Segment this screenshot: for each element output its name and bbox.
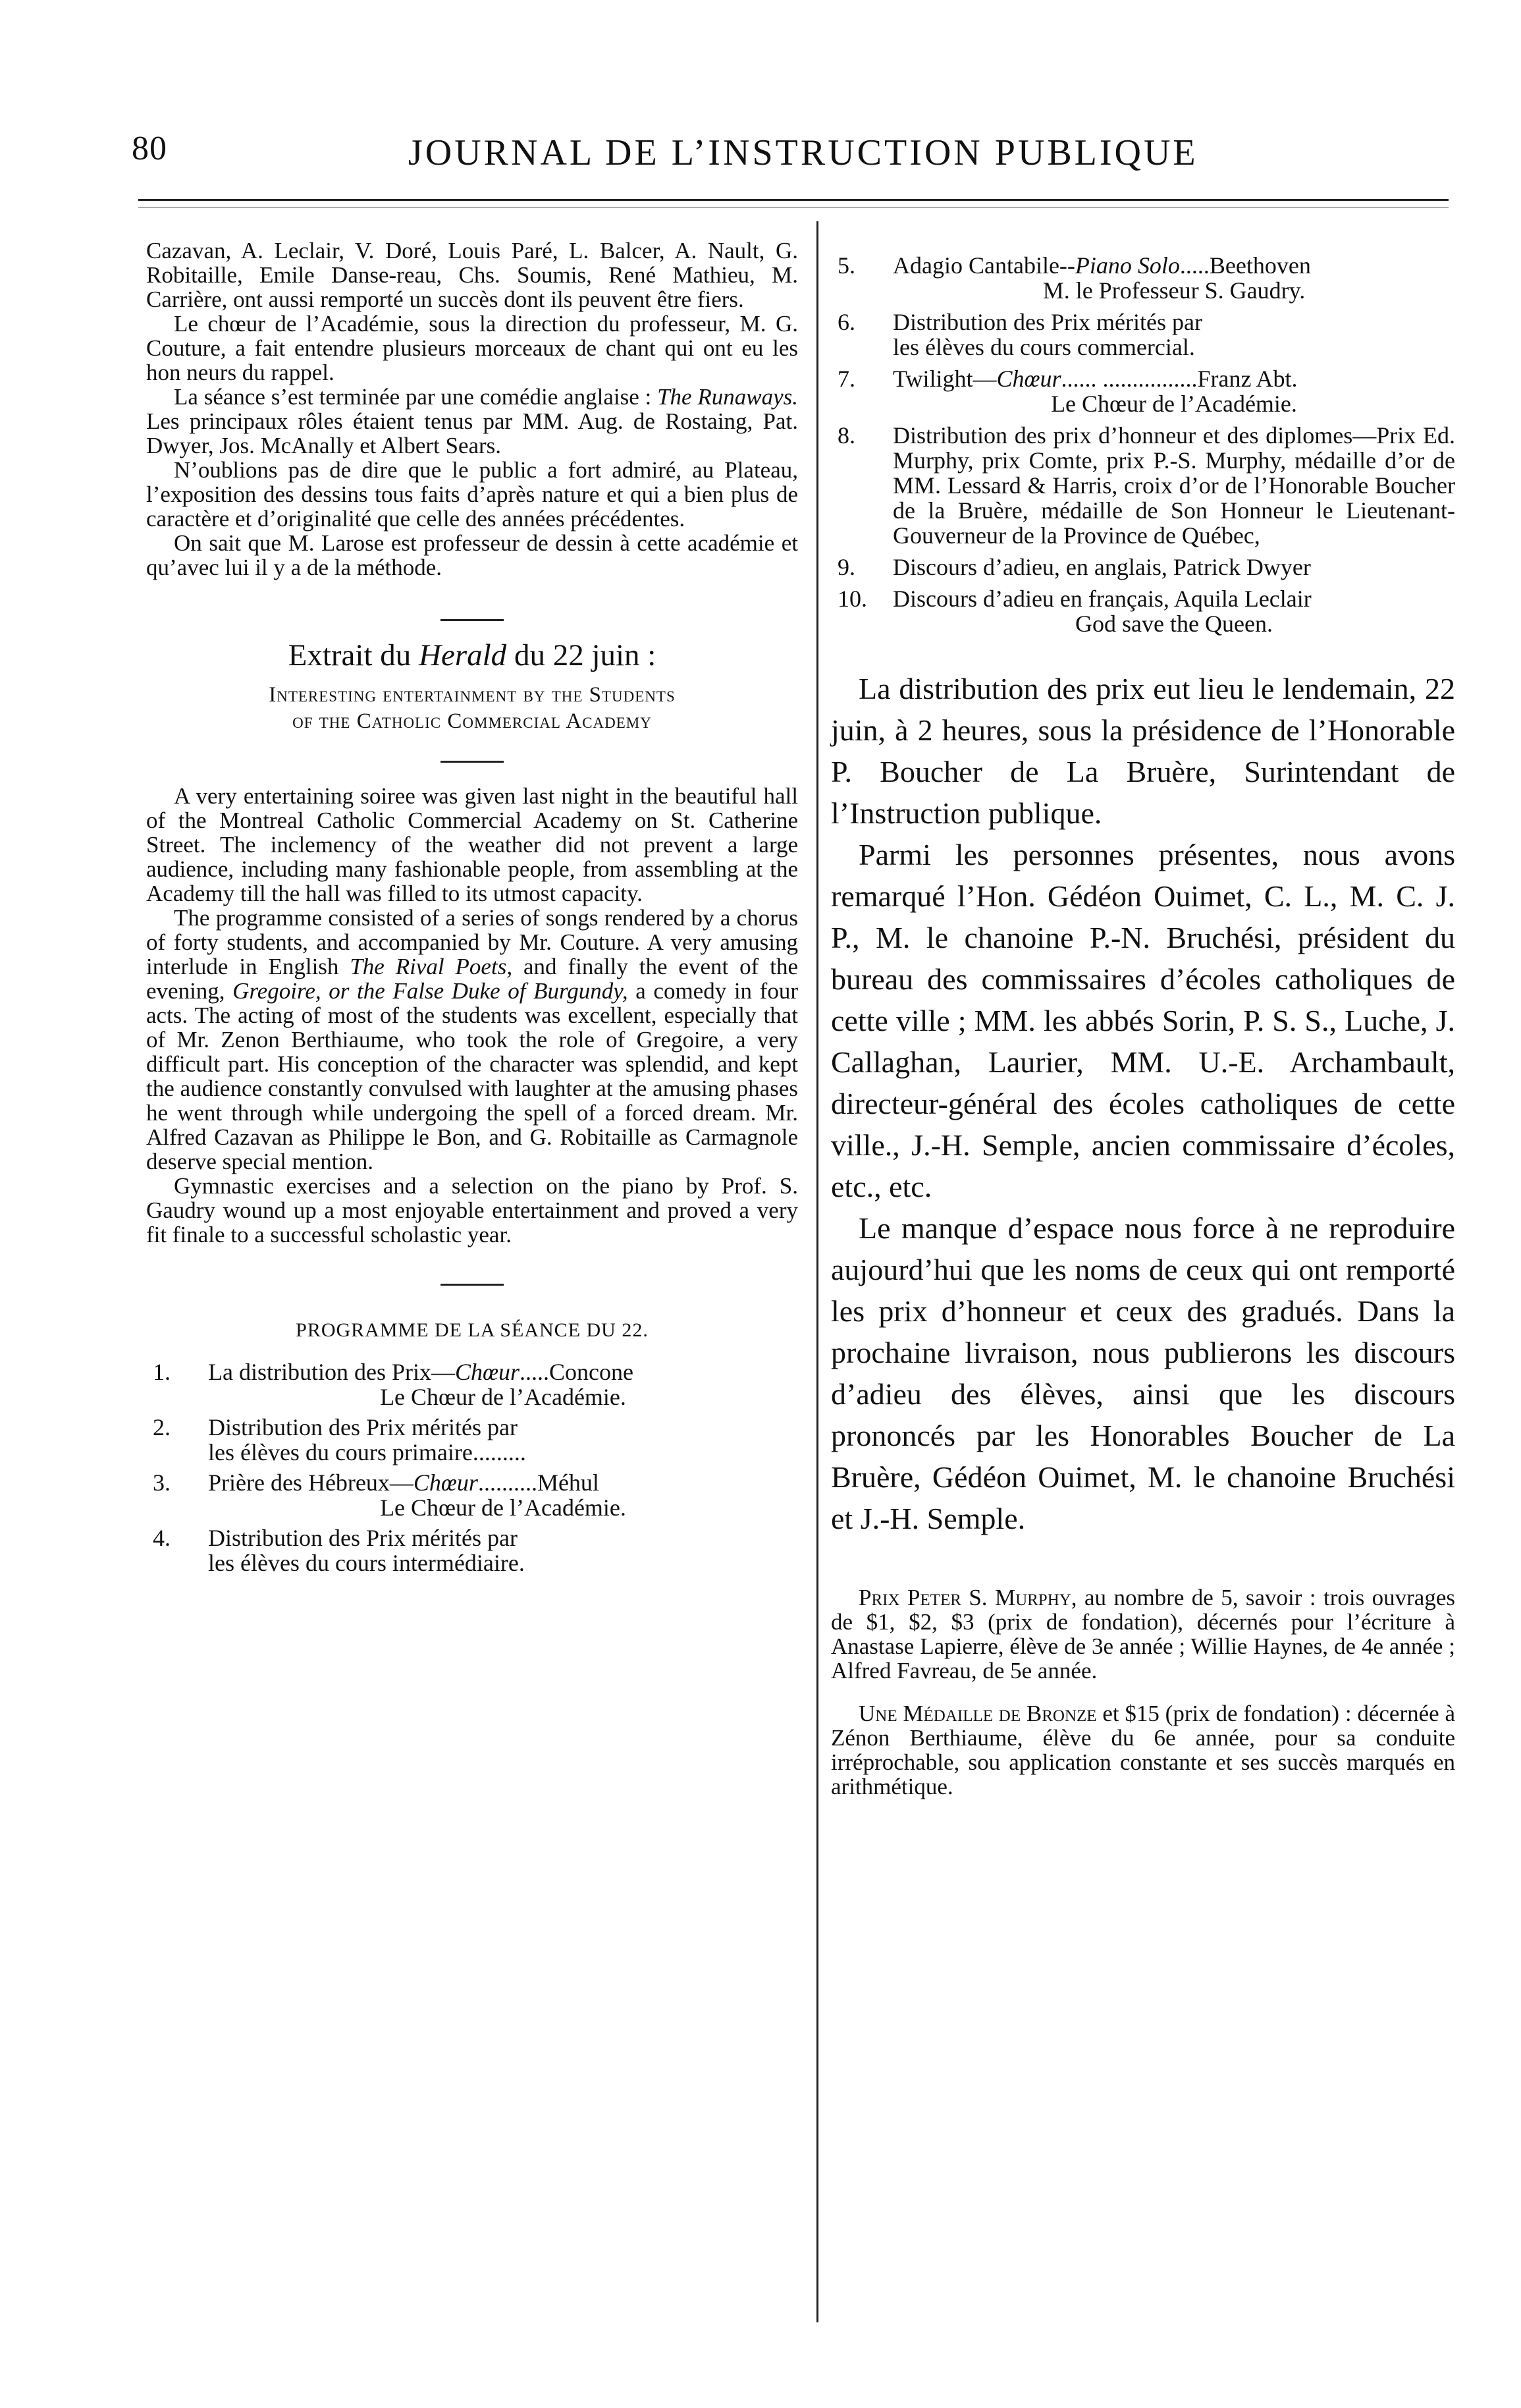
article-headline-line-2: of the Catholic Commercial Academy [292, 709, 652, 733]
programme-item-1: 1. La distribution des Prix—Chœur.....Concone Le Chœur de l’Académie. [153, 1359, 633, 1410]
prize-peter-s-murphy: Prix Peter S. Murphy, au nombre de 5, savoir : trois ouvrages de $1, $2, $3 (prix de fondation), décernés pour l’écriture à Anastase Lapierre, élève de 3e année ; Willie Haynes, de 4e année ; Alfred Favreau, de 5e année. [831, 1585, 1455, 1683]
article-headline-line-1: Interesting entertainment by the Students [269, 683, 676, 707]
programme-item-8: 8. Distribution des prix d’honneur et des diplomes—Prix Ed. Murphy, prix Comte, prix P.-S. Murphy, médaille d’or de MM. Lessard & Harris, croix d’or de l’Honorable Boucher de la Bruère, médaille de Son Honneur le Lieutenant-Gouverneur de la Province de Québec, [838, 422, 1455, 549]
programme-item-2: 2. Distribution des Prix mérités par les élèves du cours primaire......... [153, 1414, 526, 1465]
paragraph-choir: Le chœur de l’Académie, sous la direction du professeur, M. G. Couture, a fait entendre plusieurs morceaux de chant qui ont eu les hon neurs du rappel. [146, 311, 798, 385]
paragraph-exhibition: N’oublions pas de dire que le public a fort admiré, au Plateau, l’exposition des dessins tous faits d’après nature et qui a bien plus de caractère et d’originalité que celle des années précédentes. [146, 457, 798, 532]
page-number: 80 [132, 130, 167, 167]
paragraph-larose: On sait que M. Larose est professeur de dessin à cette académie et qu’avec lui il y a de la méthode. [146, 530, 798, 580]
english-paragraph-gymnastics: Gymnastic exercises and a selection on the piano by Prof. S. Gaudry wound up a most enjoyable entertainment and proved a very fit finale to a successful scholastic year. [146, 1173, 798, 1247]
left-column [146, 238, 798, 1575]
english-paragraph-soiree: A very entertaining soiree was given last night in the beautiful hall of the Montreal Catholic Commercial Academy on St. Catherine Street. The inclemency of the weather did not prevent a large audience, including many fashionable people, from assembling at the Academy till the hall was filled to its utmost capacity. [146, 783, 798, 906]
paragraph-comedy: La séance s’est terminée par une comédie anglaise : The Runaways. Les principaux rôles étaient tenus par MM. Aug. de Rostaing, Pat. Dwyer, Jos. McAnally et Albert Sears. [146, 384, 798, 458]
programme-item-4: 4. Distribution des Prix mérités par les élèves du cours intermédiaire. [153, 1525, 525, 1576]
paragraph-names-continued: Cazavan, A. Leclair, V. Doré, Louis Paré, L. Balcer, A. Nault, G. Robitaille, Emile Danse-reau, Chs. Soumis, René Mathieu, M. Carrière, ont aussi remporté un succès dont ils peuvent être fiers. [146, 238, 798, 312]
running-head-title: JOURNAL DE L’INSTRUCTION PUBLIQUE [408, 132, 1198, 173]
right-column [831, 253, 1455, 1799]
interlude-title: The Rival Poets, [350, 954, 513, 979]
play-title: The Runaways. [657, 384, 798, 410]
programme-item-10: 10. Discours d’adieu en français, Aquila Leclair God save the Queen. [838, 586, 1312, 637]
comedy-title: Gregoire, or the False Duke of Burgundy, [232, 978, 628, 1004]
paragraph-prize-distribution: La distribution des prix eut lieu le lendemain, 22 juin, à 2 heures, sous la présidence de l’Honorable P. Boucher de La Bruère, Surintendant de l’Instruction publique. [831, 672, 1455, 830]
paragraph-space-notice: Le manque d’espace nous force à ne reproduire aujourd’hui que les noms de ceux qui ont remporté les prix d’honneur et ceux des gradués. Dans la prochaine livraison, nous publierons les discours d’adieu des élèves, ainsi que les discours prononcés par les Honorables Boucher de La Bruère, Gédéon Ouimet, M. le chanoine Bruchési et J.-H. Semple. [831, 1211, 1455, 1535]
prize-bronze-medal: Une Médaille de Bronze et $15 (prix de fondation) : décernée à Zénon Berthiaume, élève du 6e année, pour sa conduite irréprochable, sou application constante et ses succès marqués en arithmétique. [831, 1701, 1456, 1799]
programme-item-5: 5. Adagio Cantabile--Piano Solo.....Beethoven M. le Professeur S. Gaudry. [838, 252, 1311, 304]
extract-heading: Extrait du Herald du 22 juin : [288, 638, 656, 672]
column-divider [816, 221, 818, 2322]
programme-item-9: 9. Discours d’adieu, en anglais, Patrick Dwyer [838, 554, 1311, 580]
extract-source: Herald [419, 638, 507, 672]
programme-item-6: 6. Distribution des Prix mérités par les élèves du cours commercial. [838, 309, 1202, 360]
paragraph-attendees: Parmi les personnes présentes, nous avons remarqué l’Hon. Gédéon Ouimet, C. L., M. C. J. P., M. le chanoine P.-N. Bruchési, président du bureau des commissaires d’écoles catholiques de cette ville ; MM. les abbés Sorin, P. S. S., Luche, J. Callaghan, Laurier, MM. U.-E. Archambault, directeur-général des écoles catholiques de cette ville., J.-H. Semple, ancien commissaire d’écoles, etc., etc. [831, 838, 1455, 1203]
english-paragraph-programme: The programme consisted of a series of songs rendered by a chorus of forty students, and accompanied by Mr. Couture. A very amusing interlude in English The Rival Poets, and finally the event of the evening, Gregoire, or the False Duke of Burgundy, a comedy in four acts. The acting of most of the students was excellent, especially that of Mr. Zenon Berthiaume, who took the role of Gregoire, a very difficult part. His conception of the character was splendid, and kept the audience constantly convulsed with laughter at the amusing phases he went through while undergoing the spell of a forced dream. Mr. Alfred Cazavan as Philippe le Bon, and G. Robitaille as Carmagnole deserve special mention. [146, 905, 798, 1174]
programme-heading: PROGRAMME DE LA SÉANCE DU 22. [296, 1319, 649, 1341]
programme-item-3: 3. Prière des Hébreux—Chœur..........Méhul Le Chœur de l’Académie. [153, 1469, 626, 1521]
header-rule [138, 199, 1449, 201]
programme-item-7: 7. Twilight—Chœur...... ................Franz Abt. Le Chœur de l’Académie. [838, 366, 1298, 417]
